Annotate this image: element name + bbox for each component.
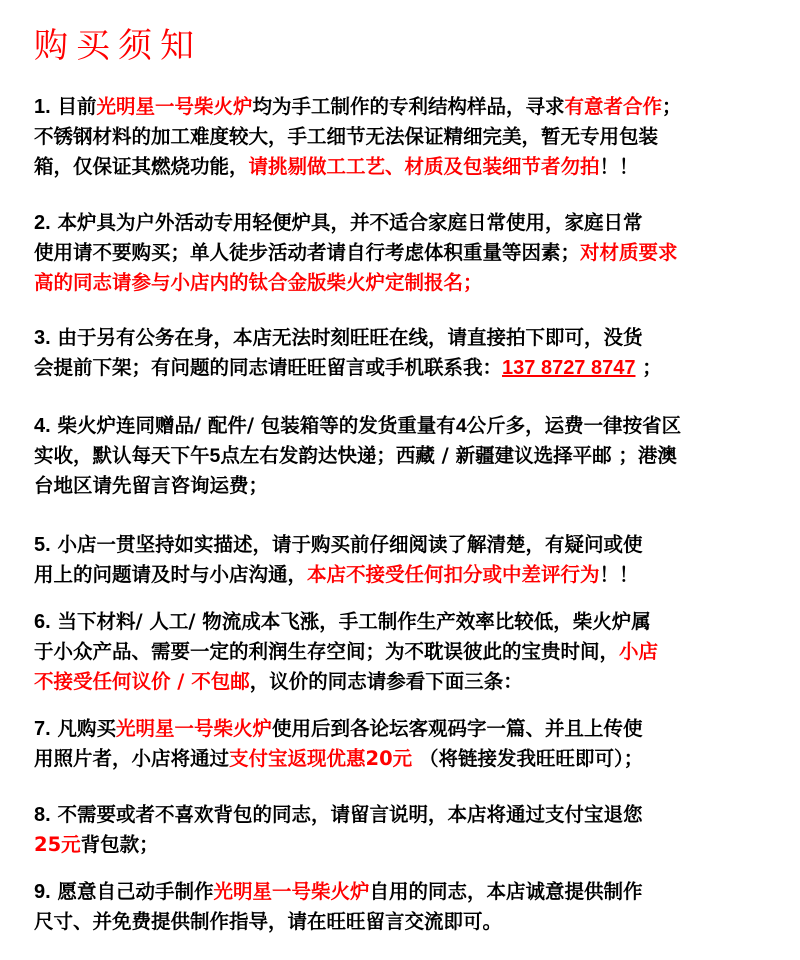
notice-line — [34, 152, 794, 182]
text-segment: ！！ — [599, 563, 639, 586]
notice-line — [34, 411, 794, 441]
notice-line — [34, 92, 794, 122]
text-segment: 自用的同志，本店诚意提供制作 — [369, 880, 643, 903]
notice-line — [34, 122, 794, 152]
notice-item-5 — [34, 530, 794, 590]
notice-line — [34, 714, 794, 744]
item-number: 4. — [34, 415, 51, 437]
notice-item-6 — [34, 607, 794, 697]
notice-item-4 — [34, 411, 794, 501]
notice-line — [34, 560, 794, 590]
highlight-text: 小店 — [619, 640, 659, 663]
notice-line — [34, 830, 794, 860]
notice-line — [34, 208, 794, 238]
page-title: 购买须知 — [34, 26, 202, 66]
text-segment: 当下材料/ 人工/ 物流成本飞涨，手工制作生产效率比较低，柴火炉属 — [50, 610, 651, 633]
highlight-text: 光明星一号柴火炉 — [115, 717, 272, 740]
notice-line — [34, 471, 794, 501]
text-segment: 由于另有公务在身，本店无法时刻旺旺在线，请直接拍下即可，没货 — [50, 326, 643, 349]
text-segment: 尺寸、并免费提供制作指导，请在旺旺留言交流即可。 — [34, 910, 503, 933]
phone-number-link[interactable]: 137 8727 8747 — [502, 357, 636, 379]
text-segment: 小店一贯坚持如实描述，请于购买前仔细阅读了解清楚，有疑问或使 — [50, 533, 643, 556]
text-segment: 使用请不要购买；单人徒步活动者请自行考虑体积重量等因素； — [34, 241, 581, 264]
highlight-text: 有意者合作 — [564, 95, 663, 118]
text-segment: 本炉具为户外活动专用轻便炉具，并不适合家庭日常使用，家庭日常 — [50, 211, 643, 234]
notice-line — [34, 877, 794, 907]
text-segment: （将链接发我旺旺即可）； — [412, 747, 644, 770]
notice-line — [34, 907, 794, 937]
item-number: 8. — [34, 804, 51, 826]
highlight-text: 光明星一号柴火炉 — [213, 880, 370, 903]
text-segment: 愿意自己动手制作 — [50, 880, 214, 903]
text-segment: 于小众产品、需要一定的利润生存空间；为不耽误彼此的宝贵时间， — [34, 640, 620, 663]
text-segment: 不锈钢材料的加工难度较大，手工细节无法保证精细完美，暂无专用包装 — [34, 125, 659, 148]
highlight-text: 请挑剔做工工艺、材质及包装细节者勿拍 — [248, 155, 600, 178]
text-segment: 均为手工制作的专利结构样品，寻求 — [252, 95, 565, 118]
notice-line — [34, 667, 794, 697]
notice-item-1 — [34, 92, 794, 182]
item-number: 6. — [34, 611, 51, 633]
text-segment: ； — [662, 95, 682, 118]
item-number: 7. — [34, 718, 51, 740]
text-segment: ； — [635, 356, 662, 379]
highlight-text: 不接受任何议价 / 不包邮 — [34, 670, 250, 693]
text-segment: 点左右发韵达快递；西藏 / 新疆建议选择平邮 ；港澳 — [220, 444, 677, 467]
item-number: 3. — [34, 327, 51, 349]
notice-line — [34, 353, 794, 383]
notice-line — [34, 441, 794, 471]
notice-line — [34, 323, 794, 353]
text-segment: 会提前下架；有问题的同志请旺旺留言或手机联系我： — [34, 356, 503, 379]
numeric-value: 5 — [209, 445, 221, 467]
highlight-text: 支付宝返现优惠20元 — [229, 747, 413, 770]
text-segment: 柴火炉连同赠品/ 配件/ 包装箱等的发货重量有 — [50, 414, 456, 437]
notice-item-8 — [34, 800, 794, 860]
notice-line — [34, 268, 794, 298]
text-segment: 实收，默认每天下午 — [34, 444, 210, 467]
text-segment: 背包款； — [80, 833, 159, 856]
text-segment: 凡购买 — [50, 717, 116, 740]
text-segment: ！！ — [599, 155, 639, 178]
text-segment: 用上的问题请及时与小店沟通， — [34, 563, 308, 586]
notice-line — [34, 238, 794, 268]
notice-line — [34, 637, 794, 667]
notice-item-7 — [34, 714, 794, 774]
notice-line — [34, 530, 794, 560]
text-segment: 箱，仅保证其燃烧功能， — [34, 155, 249, 178]
text-segment: ，议价的同志请参看下面三条： — [249, 670, 523, 693]
text-segment: 目前 — [50, 95, 97, 118]
text-segment: 使用后到各论坛客观码字一篇、并且上传使 — [272, 717, 643, 740]
notice-line — [34, 800, 794, 830]
numeric-value: 4 — [455, 415, 467, 437]
notice-line — [34, 607, 794, 637]
item-number: 5. — [34, 534, 51, 556]
notice-item-3 — [34, 323, 794, 383]
notice-item-2 — [34, 208, 794, 298]
highlight-text: 高的同志请参与小店内的钛合金版柴火炉定制报名； — [34, 271, 483, 294]
highlight-text: 对材质要求 — [580, 241, 678, 264]
item-number: 1. — [34, 96, 51, 118]
highlight-text: 光明星一号柴火炉 — [96, 95, 253, 118]
item-number: 9. — [34, 881, 51, 903]
text-segment: 不需要或者不喜欢背包的同志，请留言说明，本店将通过支付宝退您 — [50, 803, 643, 826]
highlight-text: 25元 — [34, 833, 81, 856]
notice-item-9 — [34, 877, 794, 937]
text-segment: 用照片者，小店将通过 — [34, 747, 230, 770]
notice-line — [34, 744, 794, 774]
highlight-text: 本店不接受任何扣分或中差评行为 — [307, 563, 600, 586]
item-number: 2. — [34, 212, 51, 234]
text-segment: 公斤多，运费一律按省区 — [466, 414, 682, 437]
text-segment: 台地区请先留言咨询运费； — [34, 474, 269, 497]
